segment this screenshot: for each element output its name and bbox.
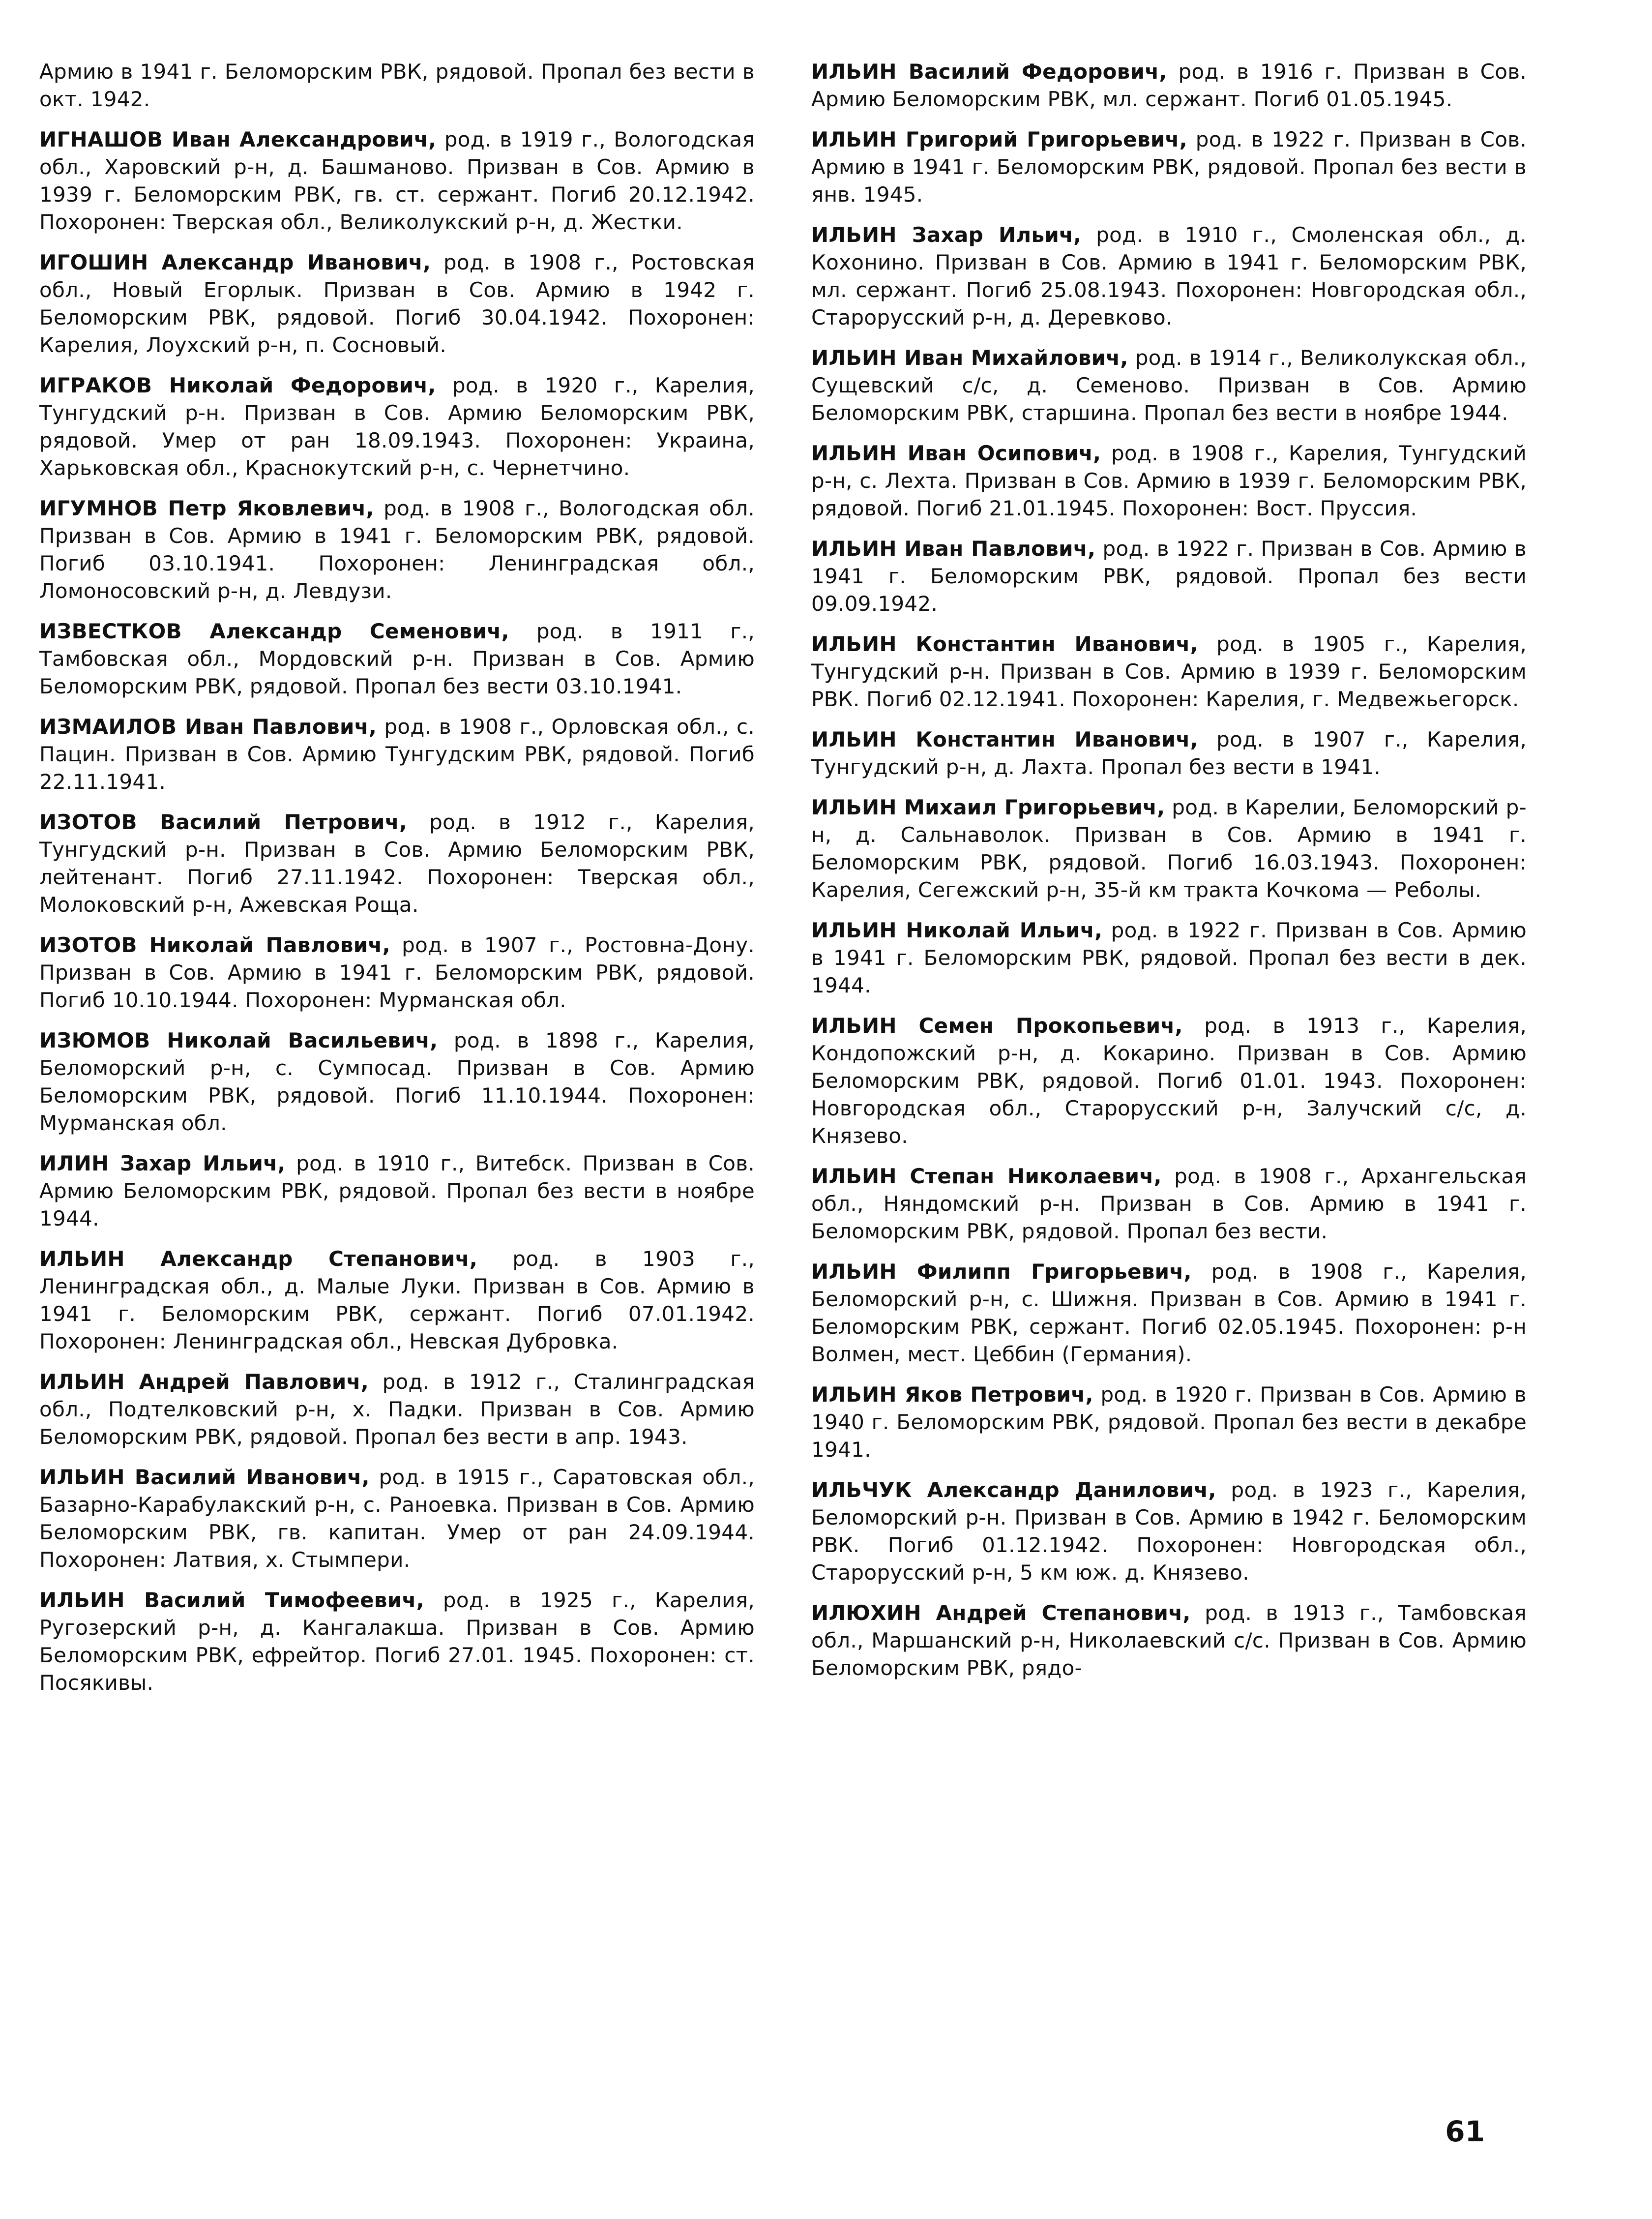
entry-name: ИЛЬИН Михаил Григорьевич, bbox=[811, 795, 1165, 819]
list-item bbox=[39, 1464, 755, 1574]
list-item bbox=[39, 809, 755, 919]
entry-text: род. в 1908 г., Карелия, Тунгудский р-н, с. Лехта. Призван в Сов. Армию в 1939 г. Беломорским РВК, рядовой. Погиб 21.01.1945. Похоронен: Вост. Пруссия. bbox=[811, 441, 1527, 520]
entry-text: род. в 1916 г. Призван в Сов. Армию Беломорским РВК, мл. сержант. Погиб 01.05.1945. bbox=[811, 60, 1527, 111]
entry-text: род. в 1905 г., Карелия, Тунгудский р-н. Призван в Сов. Армию в 1939 г. Беломорским РВК. Погиб 02.12.1941. Похоронен: Карелия, г. Медвежьегорск. bbox=[811, 632, 1527, 711]
entry-name: ИЛЬИН Андрей Павлович, bbox=[39, 1370, 369, 1394]
entry-text: род. в 1898 г., Карелия, Беломорский р-н, с. Сумпосад. Призван в Сов. Армию Беломорским РВК, рядовой. Погиб 11.10.1944. Похоронен: Мурманская обл. bbox=[39, 1028, 755, 1135]
entry-text: род. в 1922 г. Призван в Сов. Армию в 1941 г. Беломорским РВК, рядовой. Пропал без вести в дек. 1944. bbox=[811, 918, 1527, 997]
entry-name: ИЛЬИН Иван Павлович, bbox=[811, 537, 1096, 561]
entry-text: род. в 1925 г., Карелия, Ругозерский р-н, д. Кангалакша. Призван в Сов. Армию Беломорским РВК, ефрейтор. Погиб 27.01. 1945. Похоронен: ст. Посякивы. bbox=[39, 1588, 755, 1695]
list-item bbox=[811, 917, 1527, 999]
entry-name: ИЛЬИН Николай Ильич, bbox=[811, 918, 1103, 942]
list-item bbox=[39, 1245, 755, 1355]
page-number: 61 bbox=[1445, 2115, 1485, 2148]
list-item bbox=[811, 726, 1527, 781]
list-item bbox=[811, 126, 1527, 209]
entry-text: род. в 1908 г., Ростовская обл., Новый Егорлык. Призван в Сов. Армию в 1942 г. Беломорским РВК, рядовой. Погиб 30.04.1942. Похоронен: Карелия, Лоухский р-н, п. Сосновый. bbox=[39, 250, 755, 357]
entry-text: род. в 1922 г. Призван в Сов. Армию в 1941 г. Беломорским РВК, рядовой. Пропал без вести 09.09.1942. bbox=[811, 537, 1527, 616]
entry-text: род. в 1913 г., Карелия, Кондопожский р-н, д. Кокарино. Призван в Сов. Армию Беломорским РВК, рядовой. Погиб 01.01. 1943. Похоронен: Новгородская обл., Старорусский р-н, Залучский с/с, д. Князево. bbox=[811, 1014, 1527, 1148]
entry-text: Армию в 1941 г. Беломорским РВК, рядовой. Пропал без вести в окт. 1942. bbox=[39, 60, 755, 111]
entry-text: род. в 1910 г., Смоленская обл., д. Кохонино. Призван в Сов. Армию в 1941 г. Беломорским РВК, мл. сержант. Погиб 25.08.1943. Похоронен: Новгородская обл., Старорусский р-н, д. Деревково. bbox=[811, 223, 1527, 330]
entry-text: род. в 1915 г., Саратовская обл., Базарно-Карабулакский р-н, с. Раноевка. Призван в Сов. Армию Беломорским РВК, гв. капитан. Умер от ран 24.09.1944. Похоронен: Латвия, х. Стымпери. bbox=[39, 1465, 755, 1572]
entry-text: род. в 1923 г., Карелия, Беломорский р-н. Призван в Сов. Армию в 1942 г. Беломорским РВК. Погиб 01.12.1942. Похоронен: Новгородская обл., Старорусский р-н, 5 км юж. д. Князево. bbox=[811, 1478, 1527, 1585]
list-item bbox=[39, 495, 755, 605]
list-item bbox=[811, 1599, 1527, 1682]
entry-text: род. в 1919 г., Вологодская обл., Харовский р-н, д. Башманово. Призван в Сов. Армию в 1939 г. Беломорским РВК, гв. ст. сержант. Погиб 20.12.1942. Похоронен: Тверская обл., Великолукский р-н, д. Жестки. bbox=[39, 127, 755, 234]
entry-text: род. в 1922 г. Призван в Сов. Армию в 1941 г. Беломорским РВК, рядовой. Пропал без вести в янв. 1945. bbox=[811, 127, 1527, 207]
entry-name: ИЗМАИЛОВ Иван Павлович, bbox=[39, 715, 377, 739]
entry-name: ИЛЬИН Яков Петрович, bbox=[811, 1382, 1093, 1407]
list-item bbox=[811, 221, 1527, 331]
entry-name: ИЗОТОВ Николай Павлович, bbox=[39, 933, 390, 957]
list-item bbox=[39, 1027, 755, 1137]
entry-name: ИЗОТОВ Василий Петрович, bbox=[39, 810, 408, 834]
right-column bbox=[811, 58, 1527, 1695]
entry-text: род. в 1913 г., Тамбовская обл., Маршанский р-н, Николаевский с/с. Призван в Сов. Армию Беломорским РВК, рядо- bbox=[811, 1601, 1527, 1680]
entry-name: ИЛЬИН Семен Прокопьевич, bbox=[811, 1014, 1183, 1038]
list-item bbox=[811, 1163, 1527, 1245]
entry-text: род. в 1912 г., Карелия, Тунгудский р-н. Призван в Сов. Армию Беломорским РВК, лейтенант. Погиб 27.11.1942. Похоронен: Тверская обл., Молоковский р-н, Ажевская Роща. bbox=[39, 810, 755, 917]
entry-text: род. в 1908 г., Орловская обл., с. Пацин. Призван в Сов. Армию Тунгудским РВК, рядовой. Погиб 22.11.1941. bbox=[39, 715, 755, 794]
list-item bbox=[811, 58, 1527, 113]
entry-name: ИЛЬЧУК Александр Данилович, bbox=[811, 1478, 1216, 1502]
list-item bbox=[39, 713, 755, 796]
list-item bbox=[39, 126, 755, 236]
list-item bbox=[39, 1587, 755, 1697]
entry-text: род. в 1914 г., Великолукская обл., Сущевский с/с, д. Семеново. Призван в Сов. Армию Беломорским РВК, старшина. Пропал без вести в ноябре 1944. bbox=[811, 346, 1527, 425]
left-column bbox=[39, 58, 755, 1709]
entry-text: род. в 1908 г., Карелия, Беломорский р-н, с. Шижня. Призван в Сов. Армию в 1941 г. Беломорским РВК, сержант. Погиб 02.05.1945. Похоронен: р-н Волмен, мест. Цеббин (Германия). bbox=[811, 1259, 1527, 1366]
list-item bbox=[811, 344, 1527, 427]
entry-name: ИГОШИН Александр Иванович, bbox=[39, 250, 431, 274]
entry-name: ИЛЮХИН Андрей Степанович, bbox=[811, 1601, 1191, 1625]
list-item bbox=[39, 1150, 755, 1232]
entry-text: род. в 1920 г. Призван в Сов. Армию в 1940 г. Беломорским РВК, рядовой. Пропал без вести в декабре 1941. bbox=[811, 1382, 1527, 1462]
list-item bbox=[811, 1012, 1527, 1150]
entry-text: род. в 1910 г., Витебск. Призван в Сов. Армию Беломорским РВК, рядовой. Пропал без вести в ноябре 1944. bbox=[39, 1151, 755, 1230]
entry-name: ИЛЬИН Филипп Григорьевич, bbox=[811, 1259, 1192, 1284]
list-item bbox=[39, 618, 755, 700]
entry-name: ИЛИН Захар Ильич, bbox=[39, 1151, 286, 1175]
entry-text: род. в 1912 г., Сталинградская обл., Подтелковский р-н, х. Падки. Призван в Сов. Армию Беломорским РВК, рядовой. Пропал без вести в апр. 1943. bbox=[39, 1370, 755, 1449]
entry-text: род. в 1903 г., Ленинградская обл., д. Малые Луки. Призван в Сов. Армию в 1941 г. Беломорским РВК, сержант. Погиб 07.01.1942. Похоронен: Ленинградская обл., Невская Дубровка. bbox=[39, 1247, 755, 1353]
list-item bbox=[39, 931, 755, 1014]
entry-name: ИЛЬИН Александр Степанович, bbox=[39, 1247, 478, 1271]
entry-name: ИЛЬИН Захар Ильич, bbox=[811, 223, 1082, 247]
entry-text: род. в Карелии, Беломорский р-н, д. Сальнаволок. Призван в Сов. Армию в 1941 г. Беломорским РВК, рядовой. Погиб 16.03.1943. Похоронен: Карелия, Сегежский р-н, 35-й км тракта Кочкома — Реболы. bbox=[811, 795, 1527, 902]
entry-name: ИГУМНОВ Петр Яковлевич, bbox=[39, 496, 374, 520]
entry-text: род. в 1920 г., Карелия, Тунгудский р-н. Призван в Сов. Армию Беломорским РВК, рядовой. Умер от ран 18.09.1943. Похоронен: Украина, Харьковская обл., Краснокутский р-н, с. Чернетчино. bbox=[39, 373, 755, 480]
list-item bbox=[811, 535, 1527, 618]
entry-name: ИЛЬИН Василий Федорович, bbox=[811, 60, 1167, 84]
entry-name: ИЛЬИН Иван Осипович, bbox=[811, 441, 1101, 465]
entry-name: ИЗЮМОВ Николай Васильевич, bbox=[39, 1028, 438, 1052]
list-item bbox=[811, 1258, 1527, 1368]
entry-text: род. в 1907 г., Карелия, Тунгудский р-н, д. Лахта. Пропал без вести в 1941. bbox=[811, 727, 1527, 779]
list-item bbox=[811, 630, 1527, 713]
list-item bbox=[39, 1368, 755, 1451]
entry-text: род. в 1907 г., Ростовна-Дону. Призван в Сов. Армию в 1941 г. Беломорским РВК, рядовой. Погиб 10.10.1944. Похоронен: Мурманская обл. bbox=[39, 933, 755, 1012]
list-item bbox=[39, 58, 755, 113]
entry-name: ИЛЬИН Григорий Григорьевич, bbox=[811, 127, 1187, 151]
entry-name: ИЛЬИН Константин Иванович, bbox=[811, 632, 1198, 656]
entry-text: род. в 1908 г., Вологодская обл. Призван в Сов. Армию в 1941 г. Беломорским РВК, рядовой. Погиб 03.10.1941. Похоронен: Ленинградская обл., Ломоносовский р-н, д. Левдузи. bbox=[39, 496, 755, 603]
entry-name: ИГНАШОВ Иван Александрович, bbox=[39, 127, 437, 151]
entry-text: род. в 1911 г., Тамбовская обл., Мордовский р-н. Призван в Сов. Армию Беломорским РВК, рядовой. Пропал без вести 03.10.1941. bbox=[39, 619, 755, 698]
entry-name: ИЗВЕСТКОВ Александр Семенович, bbox=[39, 619, 509, 643]
entry-name: ИГРАКОВ Николай Федорович, bbox=[39, 373, 436, 397]
list-item bbox=[811, 794, 1527, 904]
list-item bbox=[39, 249, 755, 359]
entry-text: род. в 1908 г., Архангельская обл., Няндомский р-н. Призван в Сов. Армию в 1941 г. Беломорским РВК, рядовой. Пропал без вести. bbox=[811, 1164, 1527, 1243]
entry-name: ИЛЬИН Степан Николаевич, bbox=[811, 1164, 1162, 1188]
entry-name: ИЛЬИН Василий Иванович, bbox=[39, 1465, 370, 1489]
list-item bbox=[811, 1476, 1527, 1587]
entry-name: ИЛЬИН Константин Иванович, bbox=[811, 727, 1198, 751]
list-item bbox=[811, 440, 1527, 522]
list-item bbox=[39, 372, 755, 482]
list-item bbox=[811, 1381, 1527, 1464]
entry-name: ИЛЬИН Иван Михайлович, bbox=[811, 346, 1128, 370]
entry-name: ИЛЬИН Василий Тимофеевич, bbox=[39, 1588, 424, 1612]
